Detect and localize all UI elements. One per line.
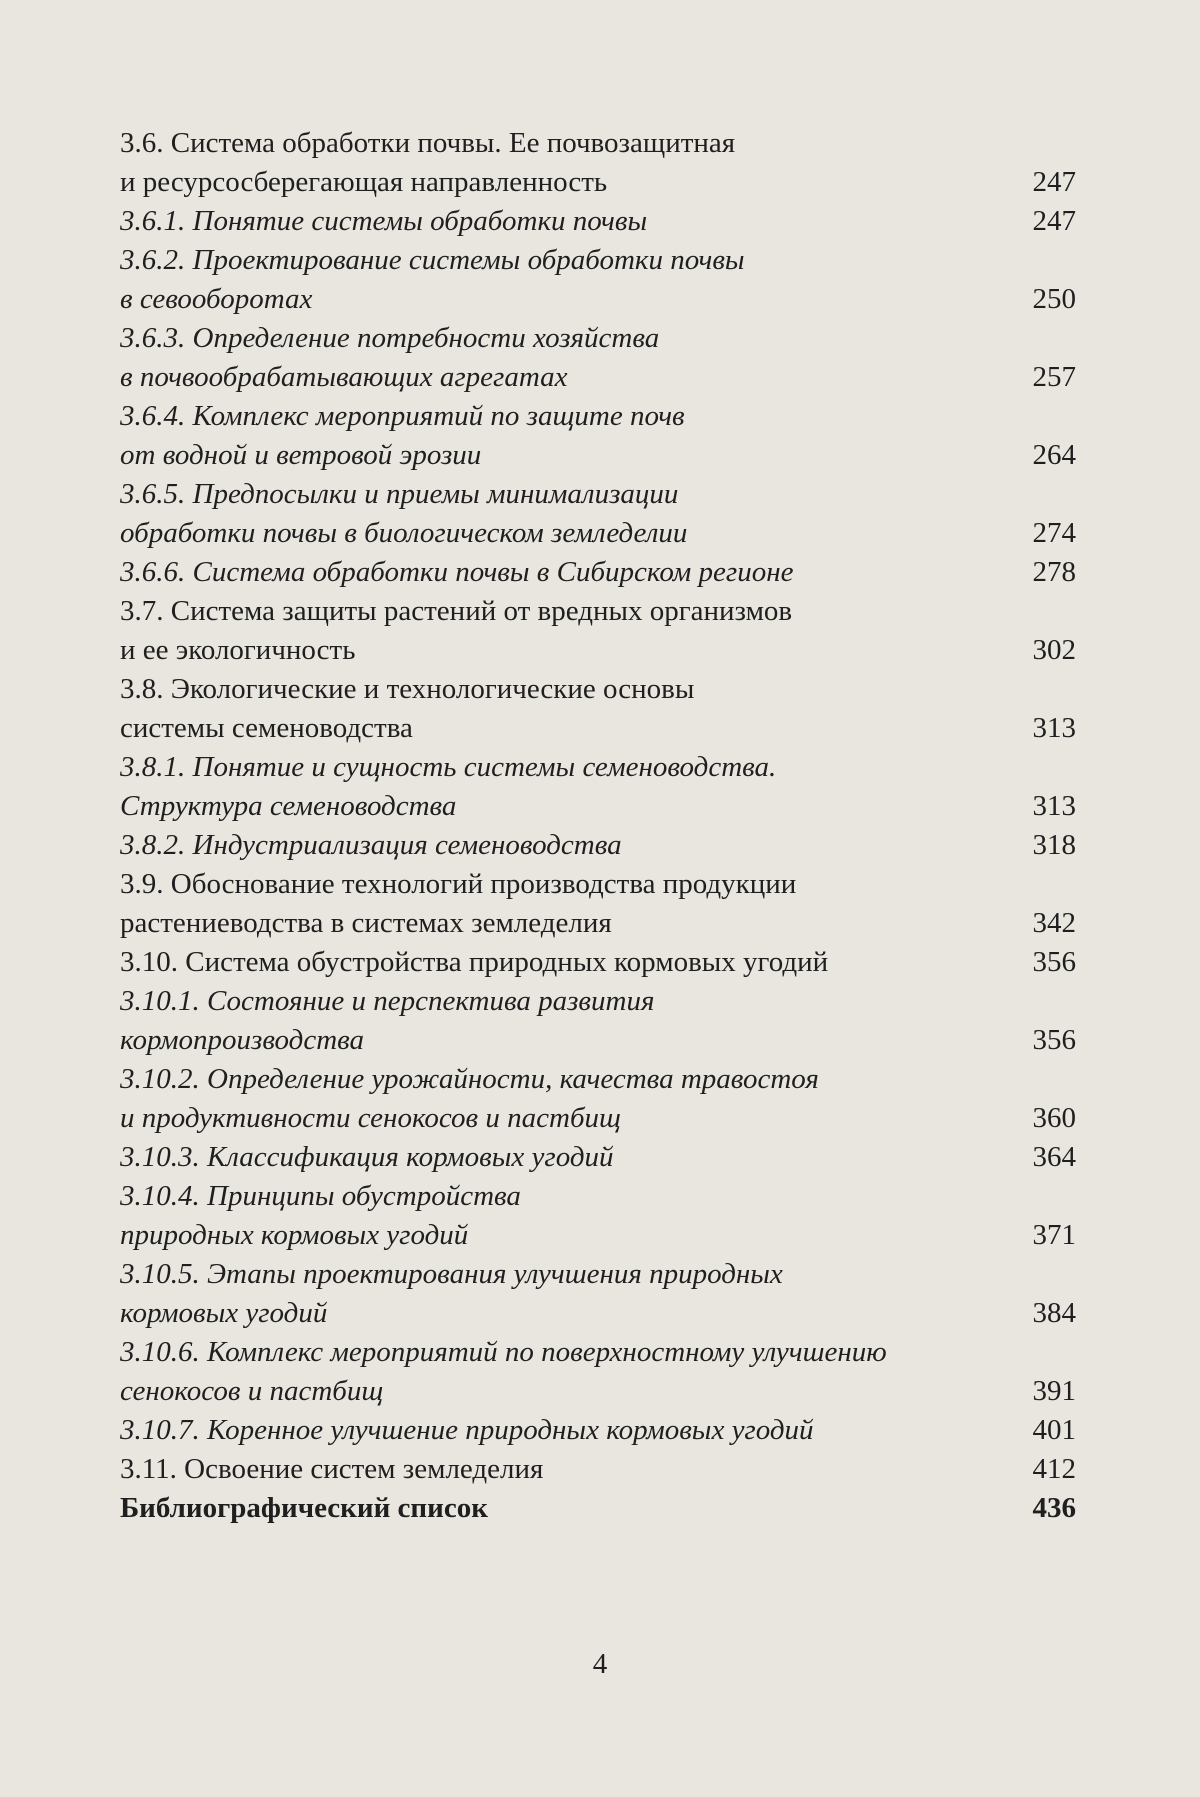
toc-entry — [120, 1177, 1076, 1255]
toc-entry-line — [120, 319, 1076, 358]
table-of-contents — [120, 124, 1076, 1528]
toc-entry-line — [120, 592, 1076, 631]
toc-entry-line — [120, 280, 1076, 319]
toc-entry-line — [120, 124, 1076, 163]
toc-entry-page: 356 — [1032, 1024, 1076, 1056]
toc-entry-title: и ее экологичность — [120, 634, 356, 666]
toc-entry-title: обработки почвы в биологическом земледелии — [120, 517, 688, 549]
toc-entry-title: 3.10. Система обустройства природных кормовых угодий — [120, 946, 829, 978]
toc-entry-title: кормопроизводства — [120, 1024, 365, 1056]
toc-entry-page: 313 — [1032, 712, 1076, 744]
toc-entry-title: 3.9. Обоснование технологий производства продукции — [120, 868, 797, 900]
toc-entry-line — [120, 1216, 1076, 1255]
page-number: 4 — [592, 1648, 608, 1680]
toc-entry — [120, 475, 1076, 553]
toc-entry — [120, 1255, 1076, 1333]
toc-entry-title: 3.6.1. Понятие системы обработки почвы — [120, 205, 648, 237]
toc-entry-title: 3.10.5. Этапы проектирования улучшения природных — [120, 1258, 783, 1290]
toc-entry-page: 412 — [1032, 1453, 1076, 1485]
toc-entry-page: 257 — [1032, 361, 1076, 393]
toc-entry-title: и ресурсосберегающая направленность — [120, 166, 608, 198]
toc-entry-title: растениеводства в системах земледелия — [120, 907, 612, 939]
toc-entry-title: от водной и ветровой эрозии — [120, 439, 482, 471]
toc-entry-line — [120, 202, 1076, 241]
toc-entry — [120, 982, 1076, 1060]
toc-entry-line — [120, 1099, 1076, 1138]
toc-entry-line — [120, 826, 1076, 865]
toc-entry — [120, 826, 1076, 865]
toc-entry-line — [120, 787, 1076, 826]
toc-entry — [120, 124, 1076, 202]
toc-entry — [120, 1489, 1076, 1528]
toc-entry-line — [120, 1372, 1076, 1411]
toc-entry — [120, 241, 1076, 319]
toc-entry-line — [120, 514, 1076, 553]
toc-entry-page: 264 — [1032, 439, 1076, 471]
toc-entry-title: 3.6.6. Система обработки почвы в Сибирском регионе — [120, 556, 794, 588]
toc-entry-line — [120, 1450, 1076, 1489]
toc-entry — [120, 319, 1076, 397]
toc-entry-page: 278 — [1032, 556, 1076, 588]
toc-entry — [120, 1138, 1076, 1177]
toc-entry-title: в севооборотах — [120, 283, 313, 315]
toc-entry-line — [120, 1333, 1076, 1372]
toc-entry — [120, 592, 1076, 670]
toc-entry-title: 3.10.2. Определение урожайности, качества травостоя — [120, 1063, 819, 1095]
toc-entry-page: 302 — [1032, 634, 1076, 666]
toc-entry-title: сенокосов и пастбищ — [120, 1375, 384, 1407]
toc-entry-title: 3.6.3. Определение потребности хозяйства — [120, 322, 660, 354]
toc-entry-title: Структура семеноводства — [120, 790, 457, 822]
toc-entry-page: 371 — [1032, 1219, 1076, 1251]
toc-entry-line — [120, 1138, 1076, 1177]
toc-entry-title: кормовых угодий — [120, 1297, 328, 1329]
toc-entry-title: 3.6.5. Предпосылки и приемы минимализации — [120, 478, 679, 510]
toc-entry-line — [120, 1255, 1076, 1294]
toc-entry — [120, 943, 1076, 982]
toc-entry-page: 247 — [1032, 205, 1076, 237]
toc-entry-line — [120, 748, 1076, 787]
toc-entry-title: 3.10.1. Состояние и перспектива развития — [120, 985, 655, 1017]
toc-entry-title: 3.7. Система защиты растений от вредных организмов — [120, 595, 793, 627]
toc-entry-title: 3.10.4. Принципы обустройства — [120, 1180, 521, 1212]
toc-entry-line — [120, 904, 1076, 943]
toc-entry-line — [120, 436, 1076, 475]
toc-entry-page: 250 — [1032, 283, 1076, 315]
toc-entry — [120, 553, 1076, 592]
toc-entry — [120, 1060, 1076, 1138]
toc-entry-line — [120, 241, 1076, 280]
toc-entry-page: 360 — [1032, 1102, 1076, 1134]
toc-entry-line — [120, 1060, 1076, 1099]
toc-entry-page: 356 — [1032, 946, 1076, 978]
toc-entry-line — [120, 163, 1076, 202]
toc-entry-line — [120, 553, 1076, 592]
toc-entry — [120, 397, 1076, 475]
toc-entry-title: 3.10.7. Коренное улучшение природных кормовых угодий — [120, 1414, 814, 1446]
toc-entry-line — [120, 943, 1076, 982]
toc-entry-page: 364 — [1032, 1141, 1076, 1173]
toc-entry-line — [120, 865, 1076, 904]
toc-entry-line — [120, 1489, 1076, 1528]
toc-entry-title: Библиографический список — [120, 1492, 488, 1524]
toc-entry-line — [120, 1294, 1076, 1333]
toc-entry-line — [120, 475, 1076, 514]
toc-entry-page: 313 — [1032, 790, 1076, 822]
toc-entry — [120, 202, 1076, 241]
toc-entry-page: 247 — [1032, 166, 1076, 198]
toc-entry — [120, 670, 1076, 748]
toc-entry-title: 3.10.3. Классификация кормовых угодий — [120, 1141, 614, 1173]
toc-entry-title: 3.8.1. Понятие и сущность системы семеноводства. — [120, 751, 777, 783]
toc-entry-line — [120, 670, 1076, 709]
toc-entry — [120, 1411, 1076, 1450]
toc-entry — [120, 748, 1076, 826]
toc-entry — [120, 865, 1076, 943]
toc-entry — [120, 1450, 1076, 1489]
toc-entry-line — [120, 1177, 1076, 1216]
toc-entry-page: 274 — [1032, 517, 1076, 549]
toc-entry-line — [120, 982, 1076, 1021]
toc-entry-title: природных кормовых угодий — [120, 1219, 469, 1251]
toc-entry-line — [120, 358, 1076, 397]
toc-entry-page: 401 — [1032, 1414, 1076, 1446]
toc-entry-line — [120, 1021, 1076, 1060]
toc-entry-title: системы семеноводства — [120, 712, 413, 744]
toc-entry-page: 391 — [1032, 1375, 1076, 1407]
toc-entry-title: 3.8. Экологические и технологические основы — [120, 673, 695, 705]
toc-entry-title: в почвообрабатывающих агрегатах — [120, 361, 568, 393]
toc-entry-title: 3.6.4. Комплекс мероприятий по защите почв — [120, 400, 685, 432]
toc-entry-line — [120, 397, 1076, 436]
toc-entry-title: 3.6.2. Проектирование системы обработки почвы — [120, 244, 745, 276]
toc-entry-title: 3.10.6. Комплекс мероприятий по поверхностному улучшению — [120, 1336, 887, 1368]
toc-entry-title: 3.11. Освоение систем земледелия — [120, 1453, 544, 1485]
toc-entry-title: 3.6. Система обработки почвы. Ее почвозащитная — [120, 127, 736, 159]
toc-entry-title: 3.8.2. Индустриализация семеноводства — [120, 829, 622, 861]
toc-entry — [120, 1333, 1076, 1411]
toc-entry-page: 384 — [1032, 1297, 1076, 1329]
toc-entry-title: и продуктивности сенокосов и пастбищ — [120, 1102, 621, 1134]
toc-entry-line — [120, 709, 1076, 748]
toc-entry-line — [120, 1411, 1076, 1450]
toc-entry-line — [120, 631, 1076, 670]
toc-entry-page: 318 — [1032, 829, 1076, 861]
toc-entry-page: 342 — [1032, 907, 1076, 939]
toc-entry-page: 436 — [1032, 1492, 1076, 1524]
